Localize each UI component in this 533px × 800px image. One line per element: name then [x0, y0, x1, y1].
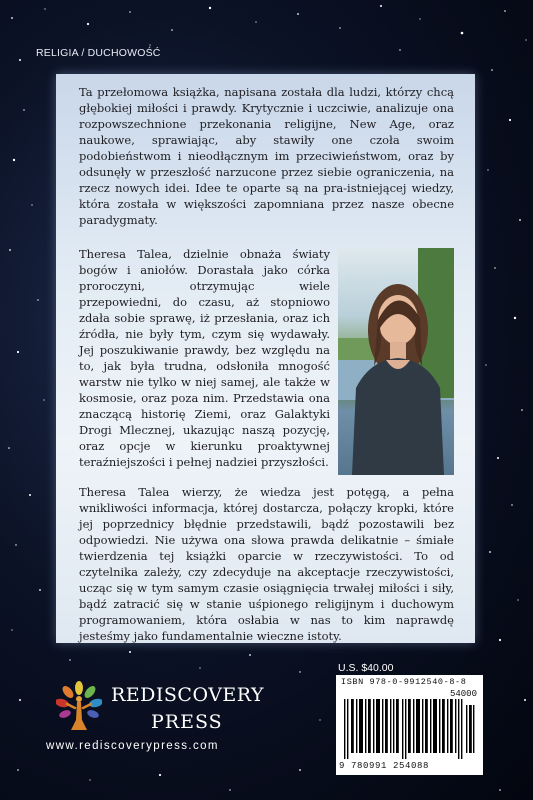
ean-number: 9 780991 254088: [339, 761, 430, 771]
closing-paragraph: Theresa Talea wierzy, że wiedza jest potęgą, a pełna wnikliwości informacja, której dostarcza, połączy kropki, które jej poprzednicy błędnie przedstawili, bądź pozostawili bez odpowiedzi. Nie używa ona słowa prawda delikatnie – śmiałe twierdzenia tej książki oparcie w rzeczywistości. To od czytelnika zależy, czy zdecyduje na akceptacje rzeczywistości, ucząc się w tym samym czasie osiągnięcia trwałej miłości i siły, bądź zatracić się w stanie uśpionego religijnym i duchowym programowaniem, która osłabia w nas to kim naprawdę jesteśmy jako fundamentalnie wieczne istoty.: [79, 485, 454, 643]
barcode-bars: [342, 699, 476, 759]
description-text: [79, 84, 454, 644]
author-photo: [338, 248, 454, 475]
isbn-number: ISBN 978-0-9912540-8-8: [341, 677, 467, 687]
isbn-barcode: [336, 675, 483, 775]
category-label: RELIGIA / DUCHOWOŚĆ: [36, 47, 161, 59]
publisher-name-line1: REDISCOVERY: [111, 684, 265, 706]
publisher-website: www.rediscoverypress.com: [46, 740, 219, 752]
author-paragraph: Theresa Talea, dzielnie obnaża światy bogów i aniołów. Dorastała jako córka proroczyni, otrzymując wiele przepowiedni, do czasu, aż stopniowo zdała sobie sprawę, iż przesłania, oraz ich źródła, nie były tym, czym się wydawały. Jej poszukiwanie prawdy, bez względu na to, jak była trudna, odsłoniła mnogość warstw nie tylko w niej samej, ale także w kosmosie, oraz poza nim. Przedstawia ona znaczącą historię Ziemi, oraz Galaktyki Drogi Mlecznej, ukazując naszą pozycję, oraz opcje w kierunku proaktywnej teraźniejszości i pełnej nadziei przyszłości.: [79, 247, 330, 469]
price-label: U.S. $40.00: [338, 662, 394, 674]
intro-paragraph: Ta przełomowa książka, napisana została dla ludzi, którzy chcą głębokiej miłości i prawdy. Krytycznie i uczciwie, analizuje ona rozpowszechnione przekonania religijne, New Age, oraz naukowe, sprawiając, aby stawiły one czoła swoim podobieństwom i nieodłącznym im przeciwieństwom, oraz by odsunęły w przeszłość narzucone przez siebie ograniczenia, na rzecz nowych idei. Idee te oparte są na pra-istniejącej wiedzy, która została w większości zapomniana przez nasze obecne paradygmaty.: [79, 85, 454, 227]
tree-of-life-icon: [56, 678, 102, 736]
price-supplement-code: 54000: [449, 689, 477, 699]
description-panel: [56, 74, 475, 643]
publisher-name-line2: PRESS: [151, 711, 223, 733]
